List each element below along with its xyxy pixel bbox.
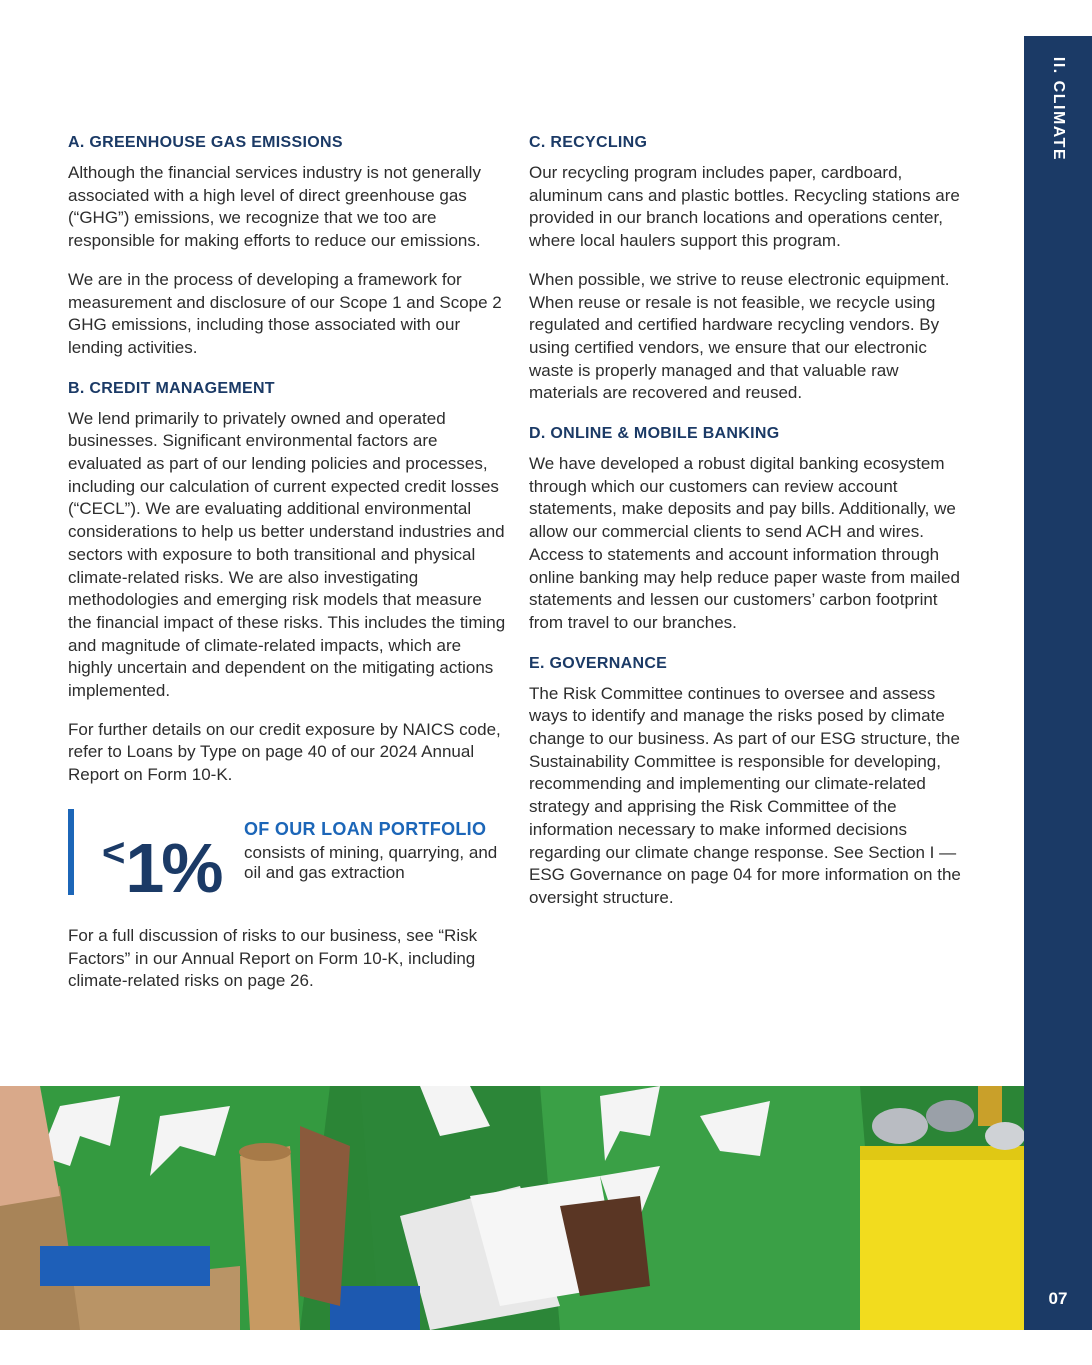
stat-value bbox=[102, 815, 221, 906]
section-heading: E. GOVERNANCE bbox=[529, 654, 668, 672]
paragraph: Although the financial services industry is not generally associated with a high level of direct greenhouse gas (“GHG”) emissions, we recognize that we too are responsible for making efforts to reduce our emissions. bbox=[68, 163, 481, 251]
left-column bbox=[68, 130, 508, 1009]
paragraph: We have developed a robust digital banking ecosystem through which our customers can review account statements, make deposits and pay bills. Additionally, we allow our commercial clients to send ACH and wires. Access to statements and account information through online banking may help reduce paper waste from mailed statements and lessen our customers’ carbon footprint from travel to our branches. bbox=[529, 454, 960, 632]
section-heading: C. RECYCLING bbox=[529, 134, 648, 151]
stat-less-than-symbol: < bbox=[102, 830, 126, 875]
section-label bbox=[1032, 54, 1084, 164]
section-recycling bbox=[529, 130, 969, 405]
paragraph: When possible, we strive to reuse electronic equipment. When reuse or resale is not feasible, we recycle using regulated and certified hardware recycling vendors. By using certified vendors, we ensure that our electronic waste is properly managed and that valuable raw materials are recovered and reused. bbox=[529, 269, 950, 403]
section-label-text: II. CLIMATE bbox=[1050, 56, 1067, 162]
right-column bbox=[529, 130, 969, 926]
section-heading: A. GREENHOUSE GAS EMISSIONS bbox=[68, 134, 343, 151]
stat-description: consists of mining, quarrying, and oil and gas extraction bbox=[244, 842, 498, 882]
section-heading: D. ONLINE & MOBILE BANKING bbox=[529, 425, 780, 443]
loan-portfolio-stat bbox=[68, 809, 508, 907]
section-heading: B. CREDIT MANAGEMENT bbox=[68, 379, 275, 397]
recycling-volunteers-photo bbox=[0, 1086, 1024, 1330]
section-credit-management bbox=[68, 376, 508, 787]
paragraph: The Risk Committee continues to oversee and assess ways to identify and manage the risks posed by climate change to our business. As part of our ESG structure, the Sustainability Committee is responsible for developing, recommending and implementing our climate-related strategy and apprising the Risk Committee of the information necessary to make informed decisions regarding our climate change response. See Section I — ESG Governance on page 04 for more information on the oversight structure. bbox=[529, 683, 961, 907]
paragraph: Our recycling program includes paper, cardboard, aluminum cans and plastic bottles. Recycling stations are provided in our branch locations and operations center, where local haulers support this program. bbox=[529, 163, 960, 251]
photo-illustration bbox=[0, 1086, 1024, 1330]
page-number: 07 bbox=[1048, 1289, 1068, 1308]
section-online-mobile-banking bbox=[529, 421, 969, 635]
paragraph: We are in the process of developing a framework for measurement and disclosure of our Scope 1 and Scope 2 GHG emissions, including those associated with our lending activities. bbox=[68, 269, 502, 357]
section-governance bbox=[529, 651, 969, 910]
stat-accent-bar bbox=[68, 809, 74, 895]
risk-factors-note: For a full discussion of risks to our business, see “Risk Factors” in our Annual Report on Form 10-K, including climate-related risks on page 26. bbox=[68, 925, 478, 991]
section-sidebar bbox=[1024, 36, 1092, 1330]
paragraph: For further details on our credit exposure by NAICS code, refer to Loans by Type on page 40 of our 2024 Annual Report on Form 10-K. bbox=[68, 719, 501, 785]
paragraph: We lend primarily to privately owned and operated businesses. Significant environmental factors are evaluated as part of our lending policies and processes, including our calculation of current expected credit losses (“CECL”). We are evaluating additional environmental considerations to help us better understand industries and sectors with exposure to both transitional and physical climate-related risks. We are also investigating methodologies and emerging risk models that measure the financial impact of these risks. This includes the timing and magnitude of climate-related impacts, which are highly uncertain and dependent on the mitigating actions implemented. bbox=[68, 408, 506, 701]
stat-heading: OF OUR LOAN PORTFOLIO bbox=[244, 818, 487, 839]
stat-percent: 1% bbox=[125, 828, 221, 907]
section-greenhouse-gas bbox=[68, 130, 508, 360]
